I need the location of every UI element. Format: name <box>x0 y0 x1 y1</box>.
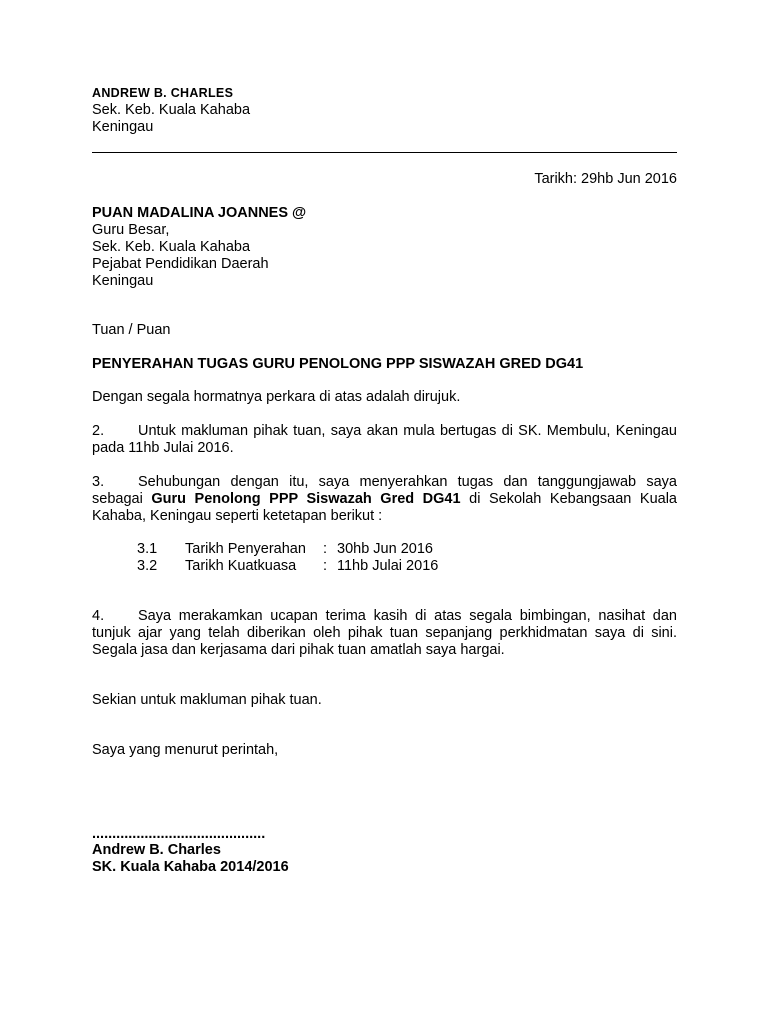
signatory-title: SK. Kuala Kahaba 2014/2016 <box>92 859 289 875</box>
paragraph-number: 4. <box>92 608 105 624</box>
paragraph-4 <box>92 608 677 659</box>
paragraph-text: Saya merakamkan ucapan terima kasih di atas segala bimbingan, nasihat dan tunjuk ajar yang telah diberikan oleh pihak tuan sepanjang perkhidmatan saya di sini. Segala jasa dan kerjasama dari pihak tuan amatlah saya hargai. <box>92 608 677 658</box>
position-title: Guru Penolong PPP Siswazah Gred DG41 <box>151 491 461 507</box>
salutation: Tuan / Puan <box>92 322 171 338</box>
paragraph-text: Untuk makluman pihak tuan, saya akan mula bertugas di SK. Membulu, Keningau pada 11hb Julai 2016. <box>92 423 677 456</box>
paragraph-2 <box>92 423 677 457</box>
signature-dots: ........................................... <box>92 826 266 842</box>
detail-separator: : <box>323 558 328 574</box>
paragraph-text: Sehubungan dengan itu, saya menyerahkan tugas dan tanggungjawab saya sebagai <box>92 474 677 507</box>
letter-date: Tarikh: 29hb Jun 2016 <box>534 171 677 187</box>
paragraph-3 <box>92 474 677 525</box>
sender-name: ANDREW B. CHARLES <box>92 86 234 100</box>
sender-school: Sek. Keb. Kuala Kahaba <box>92 102 251 118</box>
paragraph-text: di Sekolah Kebangsaan Kuala Kahaba, Keningau seperti ketetapan berikut : <box>92 491 677 524</box>
detail-label: Tarikh Penyerahan <box>185 541 306 557</box>
recipient-line: Sek. Keb. Kuala Kahaba <box>92 239 251 255</box>
closing-line: Sekian untuk makluman pihak tuan. <box>92 692 322 708</box>
opening-line: Dengan segala hormatnya perkara di atas adalah dirujuk. <box>92 389 461 405</box>
letter-subject: PENYERAHAN TUGAS GURU PENOLONG PPP SISWAZAH GRED DG41 <box>92 356 584 372</box>
header-divider <box>92 152 677 153</box>
detail-label: Tarikh Kuatkuasa <box>185 558 297 574</box>
recipient-line: Keningau <box>92 273 154 289</box>
detail-value: 11hb Julai 2016 <box>337 558 439 574</box>
recipient-name: PUAN MADALINA JOANNES @ <box>92 205 307 221</box>
recipient-line: Guru Besar, <box>92 222 170 238</box>
signatory-name: Andrew B. Charles <box>92 842 221 858</box>
detail-number: 3.2 <box>137 558 158 574</box>
recipient-line: Pejabat Pendidikan Daerah <box>92 256 269 272</box>
paragraph-number: 3. <box>92 474 105 490</box>
detail-value: 30hb Jun 2016 <box>337 541 433 557</box>
paragraph-number: 2. <box>92 423 105 439</box>
sender-town: Keningau <box>92 119 154 135</box>
signoff-line: Saya yang menurut perintah, <box>92 742 279 758</box>
detail-number: 3.1 <box>137 541 158 557</box>
detail-separator: : <box>323 541 328 557</box>
